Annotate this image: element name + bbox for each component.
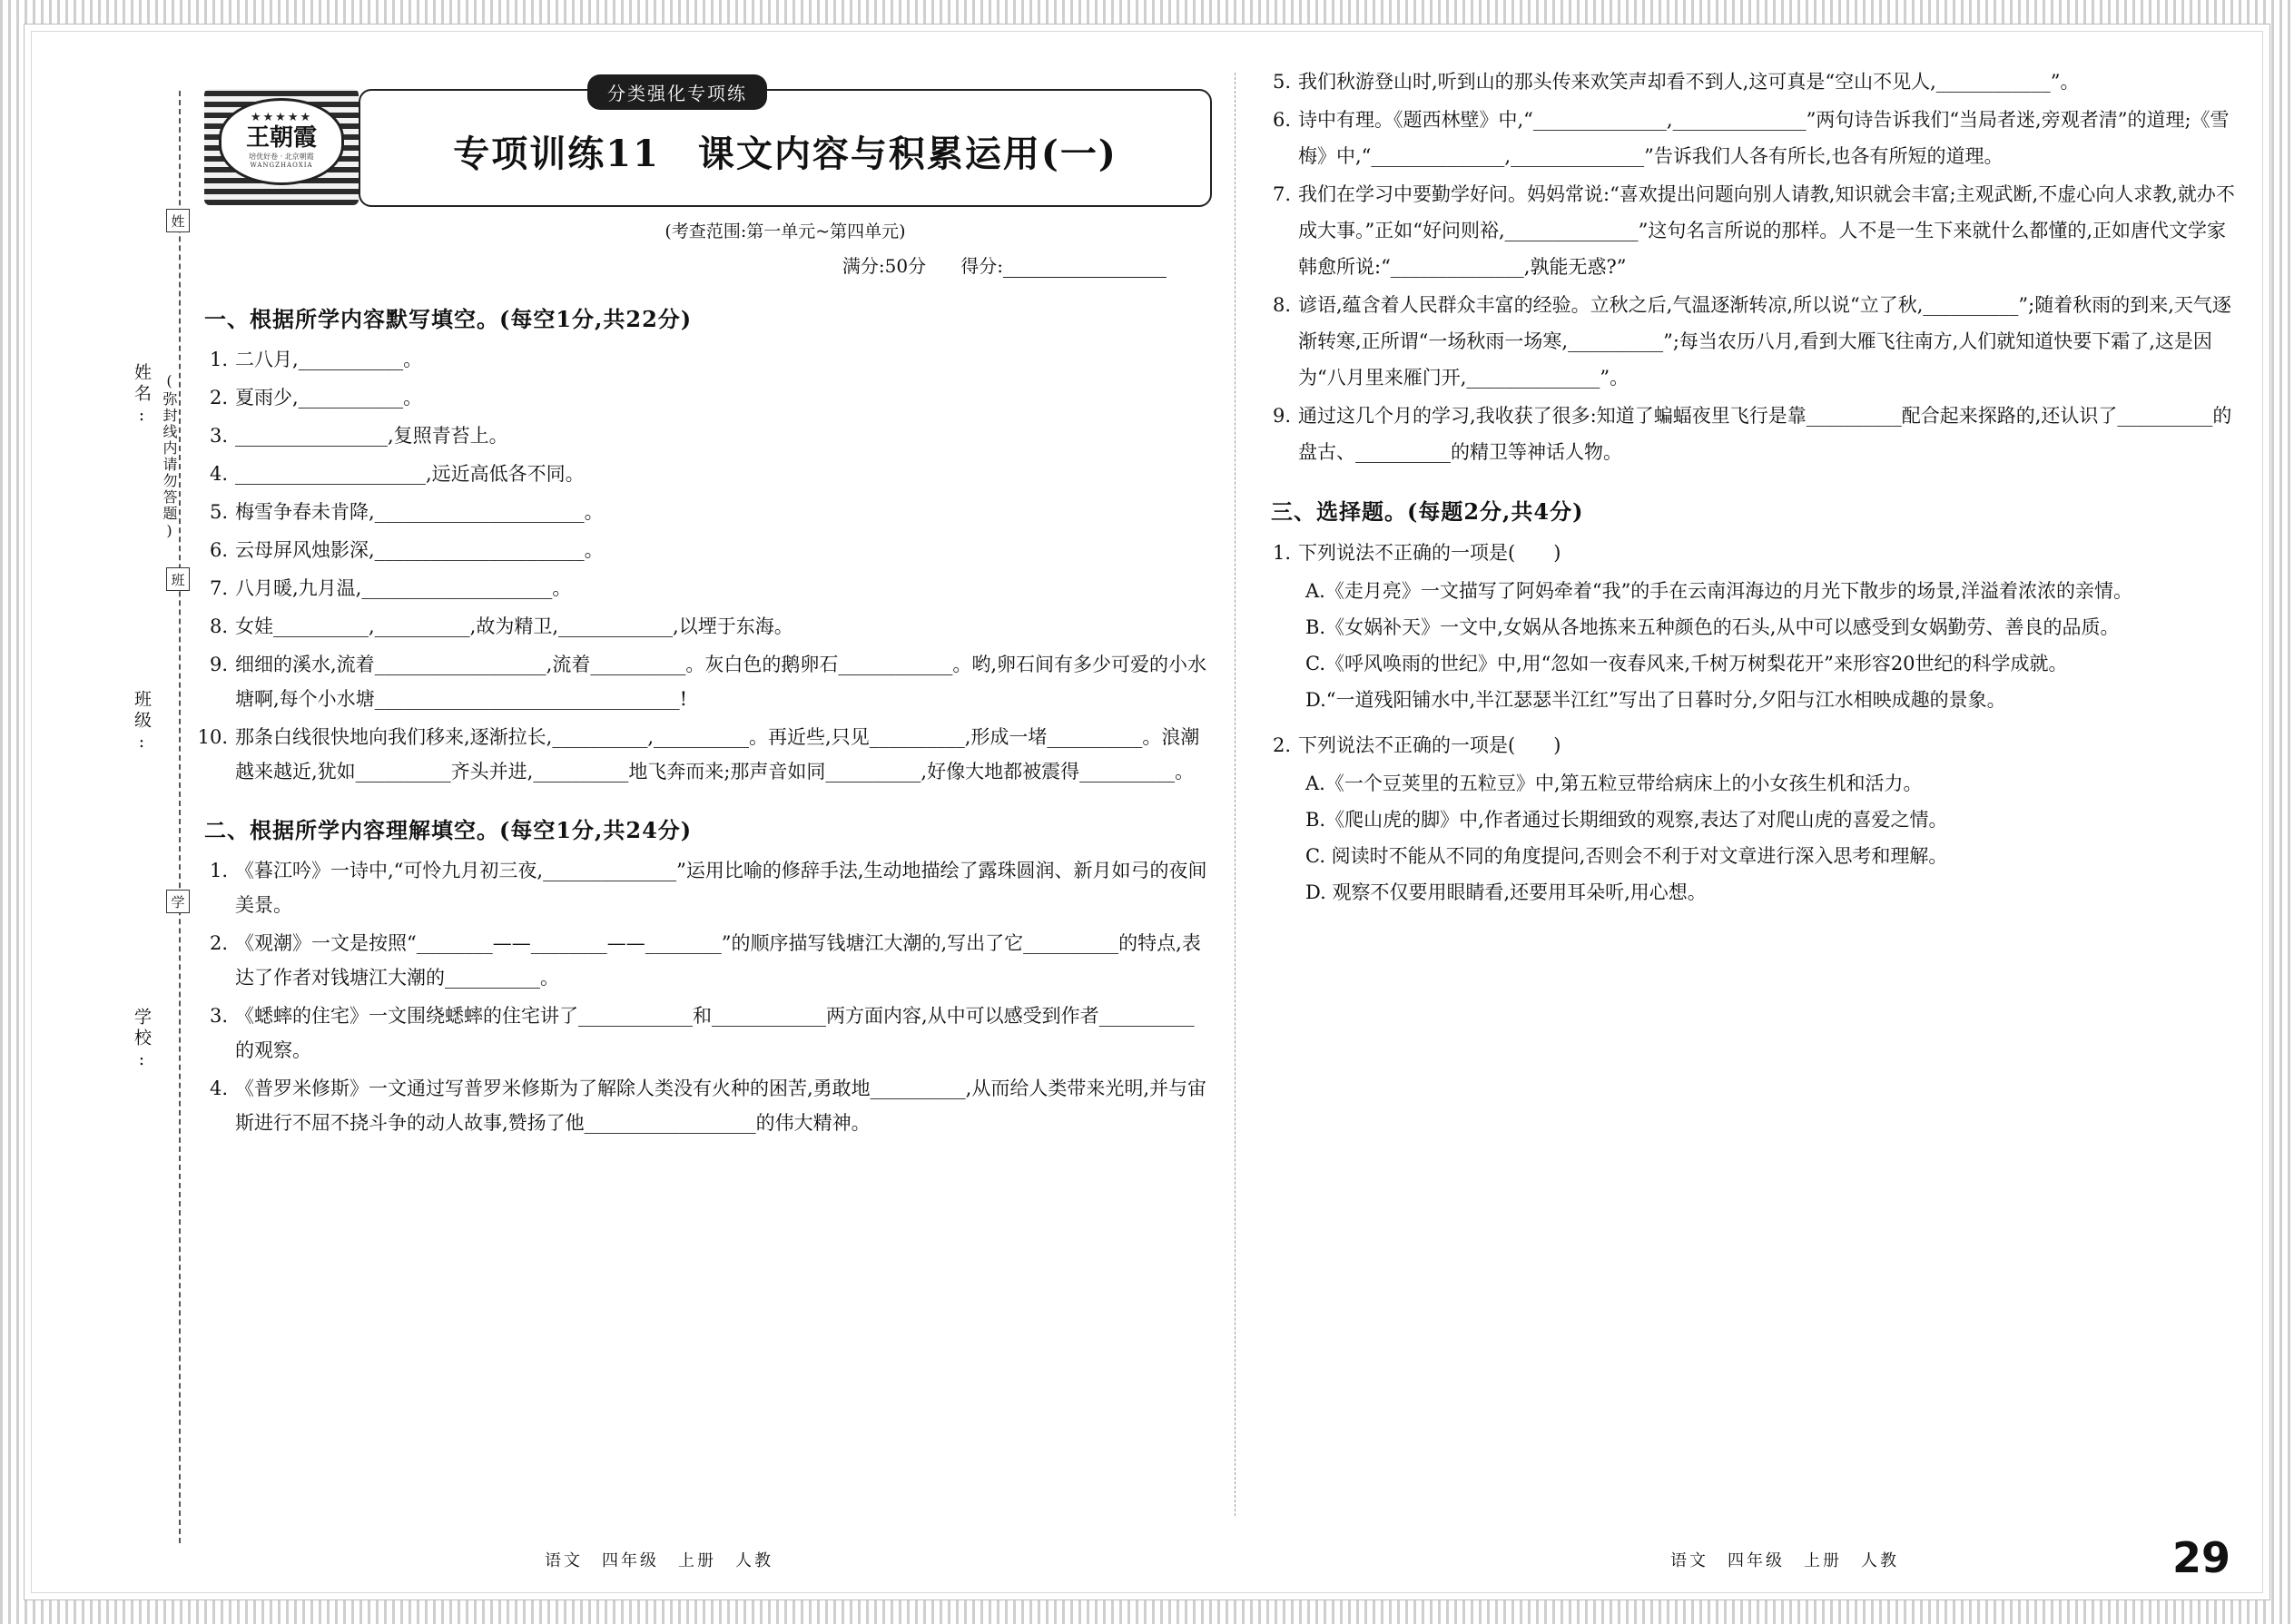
name-field-label: 姓名: (132, 363, 152, 428)
choice-option-a[interactable]: A.《走月亮》一文描写了阿妈牵着“我”的手在云南洱海边的月光下散步的场景,洋溢着浓浓的亲情。 (1305, 580, 2132, 602)
question-item (195, 533, 1212, 567)
logo-stripes (204, 89, 359, 205)
choice-option-d[interactable]: D. 观察不仅要用眼睛看,还要用耳朵听,用心想。 (1305, 881, 1707, 903)
score-blank[interactable] (1003, 255, 1167, 278)
logo-brand-name: 王朝霞 (245, 124, 317, 152)
section-3-title: 三、选择题。(每题2分,共4分) (1271, 498, 1584, 525)
left-column (195, 64, 1212, 1144)
seal-box-1: 姓 (166, 209, 190, 232)
question-text: 《蟋蟀的住宅》一文围绕蟋蟀的住宅讲了____________和____________两方面内容,从中可以感受到作者__________的观察。 (235, 1005, 1195, 1061)
logo-pinyin: WANGZHAOXIA (250, 162, 313, 169)
choice-option-c[interactable]: C. 阅读时不能从不同的角度提问,否则会不利于对文章进行深入思考和理解。 (1305, 845, 1948, 867)
seal-box-2: 班 (166, 567, 190, 591)
question-number: 1. (209, 860, 228, 881)
question-text: 我们在学习中要勤学好问。妈妈常说:“喜欢提出问题向别人请教,知识就会丰富;主观武断,不虚心向人求教,就办不成大事。”正如“好问则裕,______________”这句名言所说的那样。人不是一生下来就什么都懂的,正如唐代文学家韩愈所说:“______________,孰能无惑?” (1298, 183, 2235, 278)
question-text: 下列说法不正确的一项是( ) (1298, 542, 1561, 564)
question-text: 夏雨少,___________。 (235, 387, 423, 408)
question-number: 7. (209, 577, 228, 599)
question-text: ____________________,远近高低各不同。 (235, 463, 585, 485)
question-number: 5. (1272, 71, 1291, 93)
question-item (195, 720, 1212, 789)
fold-line (179, 91, 181, 1543)
worksheet-header (359, 83, 1212, 207)
class-field-label: 班级: (132, 690, 152, 755)
footer-left: 语文 四年级 上册 人教 (545, 1551, 773, 1570)
choice-option-d[interactable]: D.“一道残阳铺水中,半江瑟瑟半江红”写出了日暮时分,夕阳与江水相映成趣的景象。 (1305, 689, 2006, 711)
choice-option-b[interactable]: B.《爬山虎的脚》中,作者通过长期细致的观察,表达了对爬山虎的喜爱之情。 (1305, 809, 1948, 831)
question-item (1262, 398, 2242, 470)
score-line (359, 251, 1212, 278)
question-item (195, 1071, 1212, 1140)
question-item (195, 647, 1212, 716)
question-number: 10. (197, 726, 228, 748)
question-item (195, 571, 1212, 605)
question-number: 6. (1272, 109, 1291, 131)
question-item (1262, 102, 2242, 174)
question-number: 3. (209, 425, 228, 447)
question-number: 1. (1272, 542, 1291, 564)
question-number: 2. (209, 387, 228, 408)
question-number: 7. (1272, 183, 1291, 205)
school-field-label: 学校: (132, 1008, 152, 1073)
column-divider (1235, 73, 1236, 1516)
page-title: 专项训练11 课文内容与积累运用(一) (453, 133, 1117, 175)
choice-option-b[interactable]: B.《女娲补天》一文中,女娲从各地拣来五种颜色的石头,从中可以感受到女娲勤劳、善良的品质。 (1305, 616, 2120, 638)
question-text: 云母屏风烛影深,______________________。 (235, 539, 604, 561)
question-item (195, 609, 1212, 644)
logo-oval (219, 98, 344, 185)
question-text: 那条白线很快地向我们移来,逐渐拉长,__________,__________。再近些,只见__________,形成一堵__________。浪潮越来越近,犹如__________齐头并进,__________地飞奔而来;那声音如同__________,好像大地都被震得__________。 (235, 726, 1200, 782)
logo-stars: ★★★★★ (250, 111, 313, 124)
question-number: 2. (209, 932, 228, 954)
page-number: 29 (2171, 1533, 2230, 1582)
question-number: 4. (209, 463, 228, 485)
category-tag: 分类强化专项练 (587, 74, 767, 110)
choice-option-a[interactable]: A.《一个豆荚里的五粒豆》中,第五粒豆带给病床上的小女孩生机和活力。 (1305, 773, 1923, 794)
question-item (195, 342, 1212, 377)
right-column (1262, 64, 2242, 910)
question-text: 二八月,___________。 (235, 349, 423, 370)
section-2-title: 二、根据所学内容理解填空。(每空1分,共24分) (204, 817, 693, 843)
full-score-label: 满分:50分 (842, 255, 927, 277)
question-text: 八月暖,九月温,____________________。 (235, 577, 572, 599)
question-text: ________________,复照青苔上。 (235, 425, 508, 447)
question-item (195, 853, 1212, 922)
question-text: 下列说法不正确的一项是( ) (1298, 734, 1561, 756)
question-text: 《普罗米修斯》一文通过写普罗米修斯为了解除人类没有火种的困苦,勇敢地__________,从而给人类带来光明,并与宙斯进行不屈不挠斗争的动人故事,赞扬了他__________________的伟大精神。 (235, 1078, 1207, 1134)
exam-scope: (考查范围:第一单元~第四单元) (665, 221, 906, 241)
obtained-score-label: 得分: (960, 255, 1003, 277)
page-content (36, 36, 2258, 1588)
question-item (1262, 287, 2242, 396)
question-number: 6. (209, 539, 228, 561)
question-item (1262, 176, 2242, 285)
binding-strip (123, 91, 186, 1543)
question-text: 通过这几个月的学习,我收获了很多:知道了蝙蝠夜里飞行是靠__________配合起来探路的,还认识了__________的盘古、__________的精卫等神话人物。 (1298, 405, 2232, 463)
question-item (195, 495, 1212, 529)
logo-subtitle: 培优好卷 · 北京朝霞 (249, 153, 314, 161)
question-item (195, 457, 1212, 491)
question-text: 《观潮》一文是按照“________——________——________”的顺序描写钱塘江大潮的,写出了它__________的特点,表达了作者对钱塘江大潮的__________。 (235, 932, 1201, 989)
question-text: 我们秋游登山时,听到山的那头传来欢笑声却看不到人,这可真是“空山不见人,____________”。 (1298, 71, 2080, 93)
question-text: 梅雪争春未肯降,______________________。 (235, 501, 604, 523)
seal-note: (弥封线内请勿答题) (161, 372, 178, 541)
question-number: 9. (1272, 405, 1291, 427)
question-item (195, 418, 1212, 453)
footer-right: 语文 四年级 上册 人教 (1670, 1551, 1899, 1570)
question-number: 5. (209, 501, 228, 523)
question-item (195, 999, 1212, 1068)
question-number: 4. (209, 1078, 228, 1099)
question-text: 女娃__________,__________,故为精卫,____________,以堙于东海。 (235, 615, 793, 637)
choice-question (1262, 535, 2242, 571)
question-number: 8. (1272, 294, 1291, 316)
question-text: 细细的溪水,流着__________________,流着__________。灰白色的鹅卵石____________。哟,卵石间有多少可爱的小水塘啊,每个小水塘________________________________! (235, 654, 1207, 710)
question-text: 谚语,蕴含着人民群众丰富的经验。立秋之后,气温逐渐转凉,所以说“立了秋,__________”;随着秋雨的到来,天气逐渐转寒,正所谓“一场秋雨一场寒,__________”;每当农历八月,看到大雁飞往南方,人们就知道快要下霜了,这是因为“八月里来雁门开,______________”。 (1298, 294, 2231, 389)
section-1-title: 一、根据所学内容默写填空。(每空1分,共22分) (204, 306, 693, 332)
question-text: 《暮江吟》一诗中,“可怜九月初三夜,______________”运用比喻的修辞手法,生动地描绘了露珠圆润、新月如弓的夜间美景。 (235, 860, 1207, 916)
question-number: 3. (209, 1005, 228, 1027)
question-item (195, 380, 1212, 415)
publisher-logo (204, 89, 359, 205)
question-number: 9. (209, 654, 228, 675)
question-item (195, 926, 1212, 995)
choice-option-c[interactable]: C.《呼风唤雨的世纪》中,用“忽如一夜春风来,千树万树梨花开”来形容20世纪的科学成就。 (1305, 653, 2068, 674)
choice-question (1262, 727, 2242, 763)
question-number: 1. (209, 349, 228, 370)
question-number: 2. (1272, 734, 1291, 756)
seal-box-3: 学 (166, 890, 190, 913)
question-text: 诗中有理。《题西林壁》中,“______________,______________”两句诗告诉我们“当局者迷,旁观者清”的道理;《雪梅》中,“______________,______________”告诉我们人各有所长,也各有所短的道理。 (1298, 109, 2230, 167)
question-item (1262, 64, 2242, 100)
question-number: 8. (209, 615, 228, 637)
